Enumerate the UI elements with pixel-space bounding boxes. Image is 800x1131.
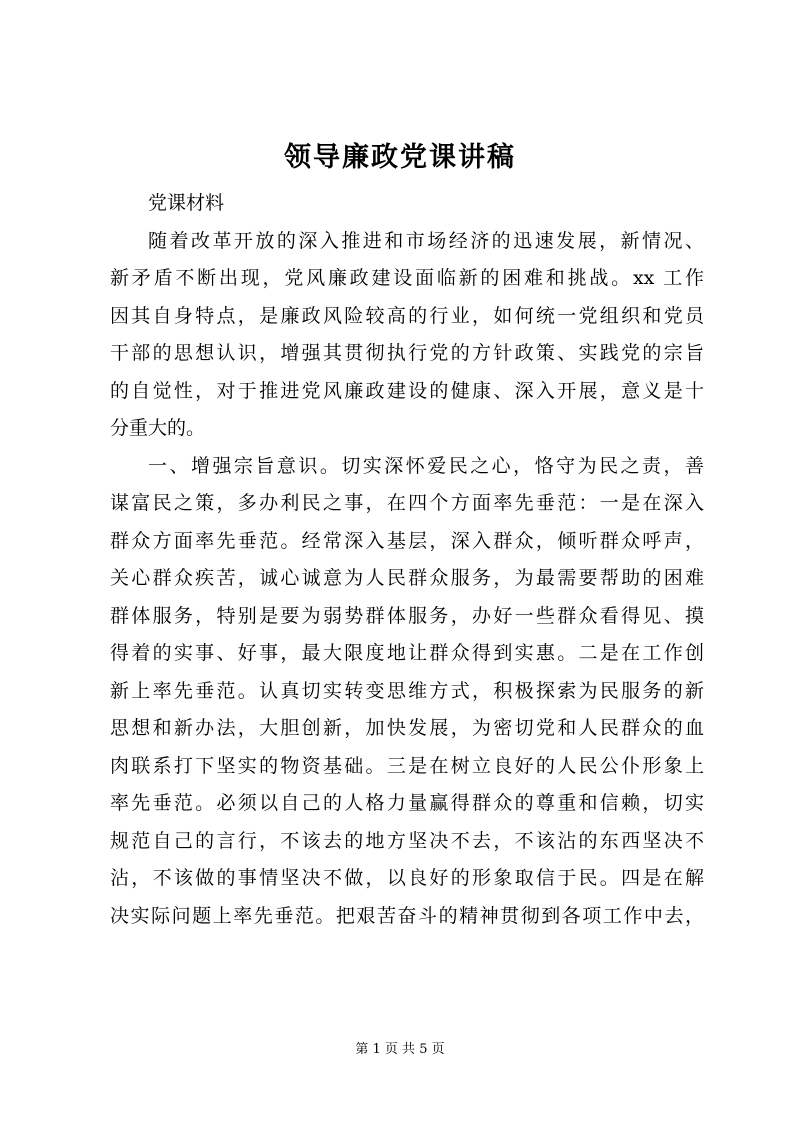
- paragraph-line: 分重大的。: [110, 417, 206, 439]
- paragraph-line: 率先垂范。必须以自己的人格力量赢得群众的尊重和信赖，切实: [110, 792, 704, 814]
- document-body: [110, 185, 704, 935]
- paragraph-line: 决实际问题上率先垂范。把艰苦奋斗的精神贯彻到各项工作中去，: [110, 904, 704, 927]
- page-number: 第 1 页 共 5 页: [355, 1042, 445, 1057]
- section-heading: 党课材料: [148, 192, 225, 214]
- paragraph-line: 谋富民之策，多办利民之事，在四个方面率先垂范：一是在深入: [110, 492, 704, 514]
- paragraph-line: 肉联系打下坚实的物资基础。三是在树立良好的人民公仆形象上: [110, 754, 704, 777]
- paragraph-line: 随着改革开放的深入推进和市场经济的迅速发展，新情况、: [148, 229, 704, 252]
- paragraph-line: 得着的实事、好事，最大限度地让群众得到实惠。二是在工作创: [110, 642, 704, 664]
- paragraph-line: 一、增强宗旨意识。切实深怀爱民之心，恪守为民之责，善: [148, 454, 704, 477]
- paragraph-line: 新矛盾不断出现，党风廉政建设面临新的困难和挑战。xx 工作: [110, 267, 704, 289]
- paragraph-line: 群众方面率先垂范。经常深入基层，深入群众，倾听群众呼声，: [110, 529, 704, 552]
- paragraph-line: 的自觉性，对于推进党风廉政建设的健康、深入开展，意义是十: [110, 379, 704, 402]
- paragraph-line: 关心群众疾苦，诚心诚意为人民群众服务，为最需要帮助的困难: [110, 567, 704, 589]
- paragraph-line: 干部的思想认识，增强其贯彻执行党的方针政策、实践党的宗旨: [110, 342, 704, 364]
- paragraph-line: 思想和新办法，大胆创新，加快发展，为密切党和人民群众的血: [110, 717, 704, 739]
- paragraph-line: 新上率先垂范。认真切实转变思维方式，积极探索为民服务的新: [110, 679, 704, 702]
- paragraph-line: 群体服务，特别是要为弱势群体服务，办好一些群众看得见、摸: [110, 604, 704, 627]
- paragraph-line: 规范自己的言行，不该去的地方坚决不去，不该沾的东西坚决不: [110, 829, 704, 852]
- paragraph-line: 因其自身特点，是廉政风险较高的行业，如何统一党组织和党员: [110, 304, 704, 327]
- paragraph-line: 沾，不该做的事情坚决不做，以良好的形象取信于民。四是在解: [110, 867, 704, 889]
- document-title: 领导廉政党课讲稿: [284, 142, 516, 173]
